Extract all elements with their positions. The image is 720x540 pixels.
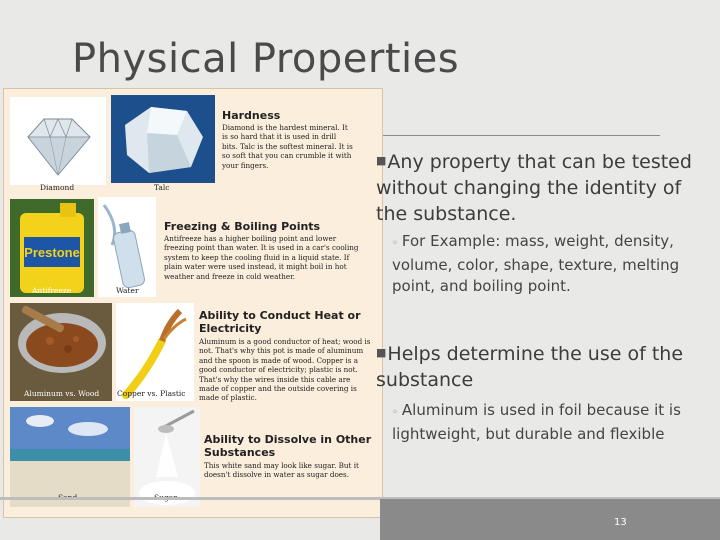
bullet-2-text: Helps determine the use of the substance — [376, 343, 684, 391]
caption-diamond: Diamond — [40, 183, 75, 192]
section-title-conduct: Ability to Conduct Heat or Electricity — [199, 309, 361, 335]
copper-wire-image — [116, 303, 194, 401]
section-body-freezing: Antifreeze has a higher boiling point and lower freezing point than water. It is used in a car's cooling system to keep the cooling fluid in a liquid state. If plain water were used instead, it might boil in hot weather and freeze in cold weather. — [164, 234, 359, 281]
talc-image — [111, 95, 215, 183]
square-bullet-icon: ■ — [376, 154, 387, 167]
page-number: 13 — [614, 517, 627, 528]
caption-talc: Talc — [154, 183, 170, 192]
sub-bullet-2 — [392, 400, 710, 445]
sub-bullet-2-text: Aluminum is used in foil because it is lightweight, but durable and flexible — [392, 401, 681, 443]
section-title-freezing: Freezing & Boiling Points — [164, 220, 321, 233]
water-image — [98, 197, 156, 297]
diamond-image — [10, 97, 106, 185]
section-title-hardness: Hardness — [222, 109, 281, 122]
section-body-conduct: Aluminum is a good conductor of heat; wood is not. That's why this pot is made of aluminum and the spoon is made of wood. Copper is a good conductor of electricity; plastic is not. That's why the wires inside this cable are made of copper and the outside covering is made of plastic. — [199, 337, 371, 403]
square-bullet-icon: ■ — [376, 346, 387, 359]
bullet-1 — [376, 148, 706, 227]
aluminum-pot-image — [10, 303, 112, 401]
ring-bullet-icon: ◦ — [392, 407, 398, 418]
caption-antifreeze: Antifreeze — [32, 286, 72, 295]
bullet-1-text: Any property that can be tested without changing the identity of the substance. — [376, 151, 692, 225]
bullet-2 — [376, 340, 706, 393]
properties-panel — [3, 88, 383, 518]
sand-beach-image — [10, 407, 130, 507]
sub-bullet-1 — [392, 231, 710, 298]
footer-bar — [380, 499, 720, 540]
sub-bullet-1-text: For Example: mass, weight, density, volume, color, shape, texture, melting point, and boiling point. — [392, 232, 680, 295]
sugar-image — [134, 407, 200, 507]
caption-water: Water — [116, 286, 139, 295]
slide-title: Physical Properties — [72, 36, 460, 82]
caption-copper-plastic: Copper vs. Plastic — [117, 389, 186, 398]
section-title-dissolve: Ability to Dissolve in Other Substances — [204, 433, 372, 459]
bottle-label: Prestone — [24, 245, 80, 260]
antifreeze-image — [10, 199, 94, 297]
ring-bullet-icon: ◦ — [392, 238, 398, 249]
caption-aluminum-wood: Aluminum vs. Wood — [24, 389, 100, 398]
section-body-dissolve: This white sand may look like sugar. But it doesn't dissolve in water as sugar does. — [204, 461, 359, 480]
title-rule — [382, 135, 660, 136]
section-body-hardness: Diamond is the hardest mineral. It is so hard that it is used in drill bits. Talc is the softest mineral. It is so soft that you can crumble it with your fingers. — [222, 123, 353, 170]
